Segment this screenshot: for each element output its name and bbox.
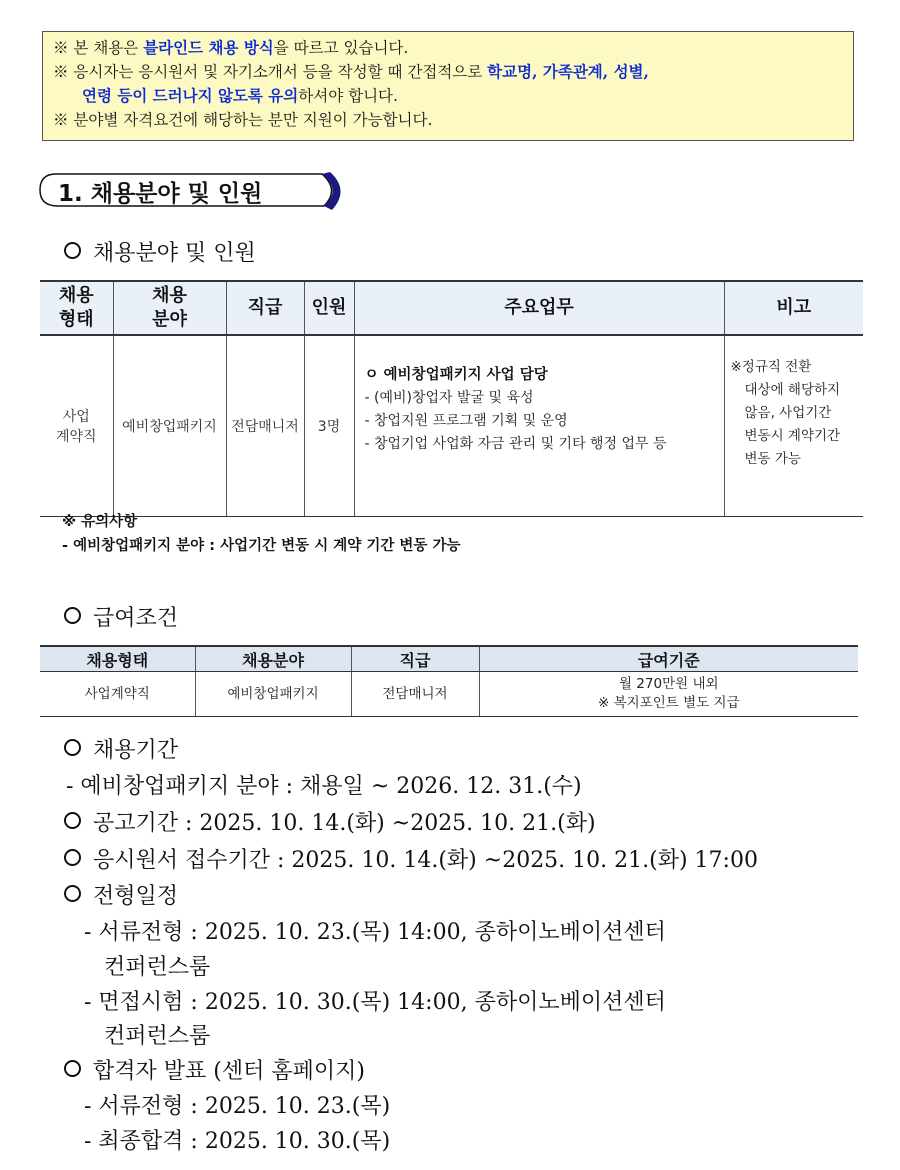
col-type: 채용 형태 bbox=[40, 281, 113, 335]
notice-line-1: ※ 본 채용은 블라인드 채용 방식을 따르고 있습니다. bbox=[53, 38, 409, 57]
circle-bullet-icon bbox=[64, 242, 81, 259]
cell-field: 예비창업패키지 bbox=[113, 335, 226, 517]
result-final: - 최종합격 : 2025. 10. 30.(목) bbox=[84, 1129, 391, 1154]
schedule-document: - 서류전형 : 2025. 10. 23.(목) 14:00, 종하이노베이션센터 bbox=[84, 920, 666, 945]
cell-count: 3명 bbox=[304, 335, 354, 517]
schedule-interview: - 면접시험 : 2025. 10. 30.(목) 14:00, 종하이노베이션센터 bbox=[84, 990, 666, 1015]
section-title-tab bbox=[36, 170, 344, 210]
circle-bullet-icon bbox=[64, 1060, 81, 1077]
col-pay: 급여기준 bbox=[479, 646, 858, 672]
notice-line-4: ※ 분야별 자격요건에 해당하는 분만 지원이 가능합니다. bbox=[53, 111, 433, 129]
period-heading: 채용기간 bbox=[64, 733, 178, 764]
salary-table bbox=[40, 645, 858, 717]
cell-rank: 전담매니저 bbox=[226, 335, 304, 517]
duty-head: ㅇ 예비창업패키지 사업 담당 bbox=[364, 367, 548, 383]
cell-pay: 월 270만원 내외 ※ 복지포인트 별도 지급 bbox=[479, 672, 858, 717]
cell-rank: 전담매니저 bbox=[351, 672, 479, 717]
col-duties: 주요업무 bbox=[354, 281, 724, 335]
circle-bullet-icon bbox=[64, 607, 81, 624]
notice-line-3: 연령 등이 드러나지 않도록 유의하셔야 합니다. bbox=[82, 86, 398, 105]
circle-bullet-icon bbox=[64, 885, 81, 902]
col-rank: 직급 bbox=[351, 646, 479, 672]
caution-line: - 예비창업패키지 분야 : 사업기간 변동 시 계약 기간 변동 가능 bbox=[62, 538, 461, 554]
cell-type: 사업계약직 bbox=[40, 672, 195, 717]
table-row bbox=[40, 672, 858, 717]
section-title: 1. 채용분야 및 인원 bbox=[58, 181, 263, 207]
blind-recruitment-notice bbox=[42, 31, 854, 141]
duty-item: - 창업기업 사업화 자금 관리 및 기타 행정 업무 등 bbox=[364, 436, 667, 452]
cell-field: 예비창업패키지 bbox=[195, 672, 351, 717]
salary-heading: 급여조건 bbox=[64, 601, 178, 632]
announce-period: 공고기간 : 2025. 10. 14.(화) ~2025. 10. 21.(화) bbox=[64, 806, 596, 837]
result-document: - 서류전형 : 2025. 10. 23.(목) bbox=[84, 1094, 391, 1119]
recruit-heading: 채용분야 및 인원 bbox=[64, 236, 256, 267]
duty-item: - (예비)창업자 발굴 및 육성 bbox=[364, 390, 534, 406]
period-line: - 예비창업패키지 분야 : 채용일 ~ 2026. 12. 31.(수) bbox=[66, 774, 582, 799]
schedule-heading: 전형일정 bbox=[64, 879, 178, 910]
salary-table-header bbox=[40, 646, 858, 672]
recruit-table-header bbox=[40, 281, 863, 335]
col-field: 채용 분야 bbox=[113, 281, 226, 335]
recruit-table bbox=[40, 280, 863, 517]
table-row bbox=[40, 335, 863, 517]
caution-notes bbox=[62, 510, 460, 558]
col-remarks: 비고 bbox=[724, 281, 863, 335]
col-field: 채용분야 bbox=[195, 646, 351, 672]
circle-bullet-icon bbox=[64, 739, 81, 756]
schedule-document-venue: 컨퍼런스룸 bbox=[104, 955, 211, 980]
col-count: 인원 bbox=[304, 281, 354, 335]
notice-emphasis: 학교명, 가족관계, 성별, bbox=[487, 62, 649, 81]
col-type: 채용형태 bbox=[40, 646, 195, 672]
duty-item: - 창업지원 프로그램 기획 및 운영 bbox=[364, 413, 568, 429]
notice-emphasis: 연령 등이 드러나지 않도록 유의 bbox=[82, 86, 299, 105]
cell-type: 사업 계약직 bbox=[40, 335, 113, 517]
cell-duties bbox=[354, 335, 724, 517]
notice-emphasis: 블라인드 채용 방식 bbox=[143, 38, 274, 57]
col-rank: 직급 bbox=[226, 281, 304, 335]
notice-line-2: ※ 응시자는 응시원서 및 자기소개서 등을 작성할 때 간접적으로 학교명, 가족관계, 성별, bbox=[53, 62, 649, 81]
caution-title: ※ 유의사항 bbox=[62, 514, 138, 530]
result-heading: 합격자 발표 (센터 홈페이지) bbox=[64, 1054, 365, 1085]
apply-period: 응시원서 접수기간 : 2025. 10. 14.(화) ~2025. 10. 21.(화) 17:00 bbox=[64, 843, 758, 874]
circle-bullet-icon bbox=[64, 812, 81, 829]
cell-remarks: ※정규직 전환 대상에 해당하지 않음, 사업기간 변동시 계약기간 변동 가능 bbox=[724, 335, 863, 517]
schedule-interview-venue: 컨퍼런스룸 bbox=[104, 1024, 211, 1049]
circle-bullet-icon bbox=[64, 849, 81, 866]
